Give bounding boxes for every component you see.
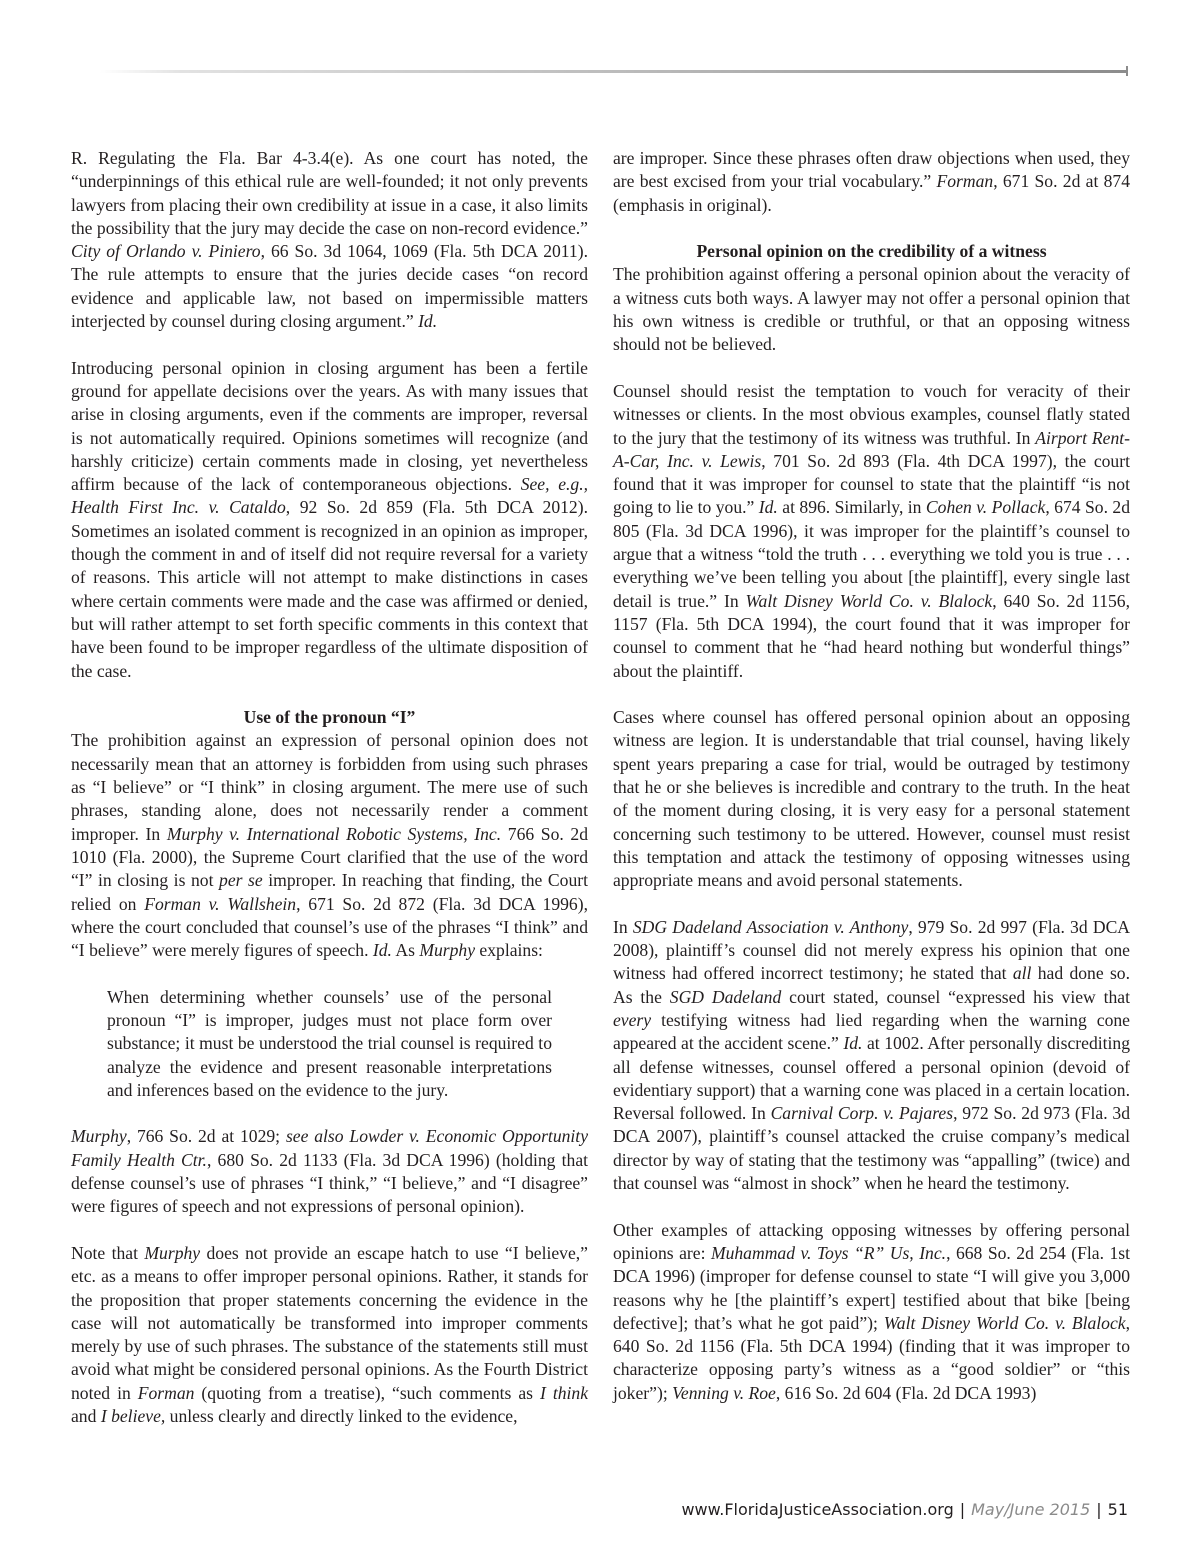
- section-heading: Personal opinion on the credibility of a witness: [696, 241, 1047, 262]
- block-quote: When determining whether counsels’ use of the personal pronoun “I” is improper, judges must not place form over substance; it must be understood the trial counsel is required to analyze the evidence and present reasonable interpretations and inferences based on the evidence to the jury.: [107, 986, 552, 1100]
- page-footer: [681, 1500, 1128, 1520]
- paragraph: Other examples of attacking opposing witnesses by offering personal opinions are: Muhammad v. Toys “R” Us, Inc., 668 So. 2d 254 (Fla. 1st DCA 1996) (improper for defense counsel to state “I will give you 3,000 reasons why he [the plaintiff’s expert] testified about that bike [being defective]; that’s what he got paid”); Walt Disney World Co. v. Blalock, 640 So. 2d 1156 (Fla. 5th DCA 1994) (finding that it was improper to characterize opposing party’s witness as a “good soldier” or “this joker”); Venning v. Roe, 616 So. 2d 604 (Fla. 2d DCA 1993): [613, 1219, 1130, 1403]
- section-heading: Use of the pronoun “I”: [243, 707, 416, 728]
- paragraph: In SDG Dadeland Association v. Anthony, 979 So. 2d 997 (Fla. 3d DCA 2008), plaintiff’s counsel did not merely express his opinion that one witness had offered incorrect testimony; he stated that all had done so. As the SGD Dadeland court stated, counsel “expressed his view that every testifying witness had lied regarding when the warning cone appeared at the accident scene.” Id. at 1002. After personally discrediting all defense witnesses, counsel offered a personal opinion (devoid of evidentiary support) that a warning cone was placed in a certain location. Reversal followed. In Carnival Corp. v. Pajares, 972 So. 2d 973 (Fla. 3d DCA 2007), plaintiff’s counsel attacked the cruise company’s medical director by way of stating that the testimony was “appalling” (twice) and that counsel was “almost in shock” when he heard the testimony.: [613, 916, 1131, 1194]
- footer-separator: |: [1096, 1500, 1102, 1519]
- paragraph: Murphy, 766 So. 2d at 1029; see also Lowder v. Economic Opportunity Family Health Ctr., 680 So. 2d 1133 (Fla. 3d DCA 1996) (holding that defense counsel’s use of phrases “I think,” “I believe,” and “I disagree” were figures of speech and not expressions of personal opinion).: [71, 1126, 589, 1217]
- page-number: 51: [1107, 1500, 1128, 1519]
- paragraph: The prohibition against an expression of personal opinion does not necessarily mean that an attorney is forbidden from using such phrases as “I believe” or “I think” in closing argument. The mere use of such phrases, standing alone, does not necessarily render a comment improper. In Murphy v. International Robotic Systems, Inc. 766 So. 2d 1010 (Fla. 2000), the Supreme Court clarified that the use of the word “I” in closing is not per se improper. In reaching that finding, the Court relied on Forman v. Wallshein, 671 So. 2d 872 (Fla. 3d DCA 1996), where the court concluded that counsel’s use of the phrases “I think” and “I believe” were merely figures of speech. Id. As Murphy explains:: [71, 730, 588, 961]
- paragraph: Introducing personal opinion in closing argument has been a fertile ground for appellate decisions over the years. As with many issues that arise in closing arguments, even if the comments are improper, reversal is not automatically required. Opinions sometimes will recognize (and harshly criticize) certain comments made in closing, yet nevertheless affirm because of the lack of contemporaneous objections. See, e.g., Health First Inc. v. Cataldo, 92 So. 2d 859 (Fla. 5th DCA 2012). Sometimes an isolated comment is recognized in an opinion as improper, though the comment in and of itself did not require reversal for a variety of reasons. This article will not attempt to make distinctions in cases where certain comments were made and the case was affirmed or denied, but will rather attempt to set forth specific comments in this context that have been found to be improper regardless of the ultimate disposition of the case.: [71, 357, 589, 681]
- header-rule-cap: [1126, 66, 1128, 76]
- paragraph: Cases where counsel has offered personal opinion about an opposing witness are legion. It is understandable that trial counsel, having likely spent years preparing a case for trial, would be outraged by testimony that he or she believes is incredible and contrary to the truth. In the heat of the moment during closing, it is very easy for a personal statement concerning such testimony to be uttered. However, counsel must resist this temptation and attack the testimony of opposing witnesses using appropriate means and avoid personal statements.: [613, 707, 1130, 891]
- left-column: [71, 147, 588, 1428]
- paragraph: Counsel should resist the temptation to vouch for veracity of their witnesses or clients. In the most obvious examples, counsel flatly stated to the jury that the testimony of its witness was truthful. In Airport Rent-A-Car, Inc. v. Lewis, 701 So. 2d 893 (Fla. 4th DCA 1997), the court found that it was improper for counsel to state that the plaintiff “is not going to lie to you.” Id. at 896. Similarly, in Cohen v. Pollack, 674 So. 2d 805 (Fla. 3d DCA 1996), it was improper for the plaintiff’s counsel to argue that a witness “told the truth . . . everything we told you is true . . . everything we’ve been telling you about [the plaintiff], every single last detail is true.” In Walt Disney World Co. v. Blalock, 640 So. 2d 1156, 1157 (Fla. 5th DCA 1994), the court found that it was improper for counsel to comment that he “had heard nothing but wonderful things” about the plaintiff.: [613, 380, 1130, 681]
- paragraph: R. Regulating the Fla. Bar 4-3.4(e). As one court has noted, the “underpinnings of this ethical rule are well-founded; it not only prevents lawyers from placing their own credibility at issue in a case, it also limits the possibility that the jury may decide the case on non-record evidence.” City of Orlando v. Piniero, 66 So. 3d 1064, 1069 (Fla. 5th DCA 2011). The rule attempts to ensure that the juries decide cases “on record evidence and applicable law, not based on impermissible matters interjected by counsel during closing argument.” Id.: [71, 148, 588, 332]
- paragraph: The prohibition against offering a personal opinion about the veracity of a witness cuts both ways. A lawyer may not offer a personal opinion that his own witness is credible or truthful, or that an opposing witness should not be believed.: [613, 264, 1130, 355]
- footer-website: www.FloridaJusticeAssociation.org: [681, 1500, 954, 1519]
- paragraph: are improper. Since these phrases often draw objections when used, they are best excised from your trial vocabulary.” Forman, 671 So. 2d at 874 (emphasis in original).: [613, 148, 1130, 215]
- footer-separator: |: [959, 1500, 966, 1519]
- footer-issue-date: May/June 2015: [971, 1500, 1091, 1519]
- right-column: [613, 147, 1130, 1405]
- header-rule: [100, 70, 1126, 73]
- paragraph: Note that Murphy does not provide an escape hatch to use “I believe,” etc. as a means to offer improper personal opinions. Rather, it stands for the proposition that proper statements concerning the evidence in the case will not automatically be transformed into improper comments merely by use of such phrases. The substance of the statements still must avoid what might be considered personal opinions. As the Fourth District noted in Forman (quoting from a treatise), “such comments as I think and I believe, unless clearly and directly linked to the evidence,: [71, 1242, 589, 1427]
